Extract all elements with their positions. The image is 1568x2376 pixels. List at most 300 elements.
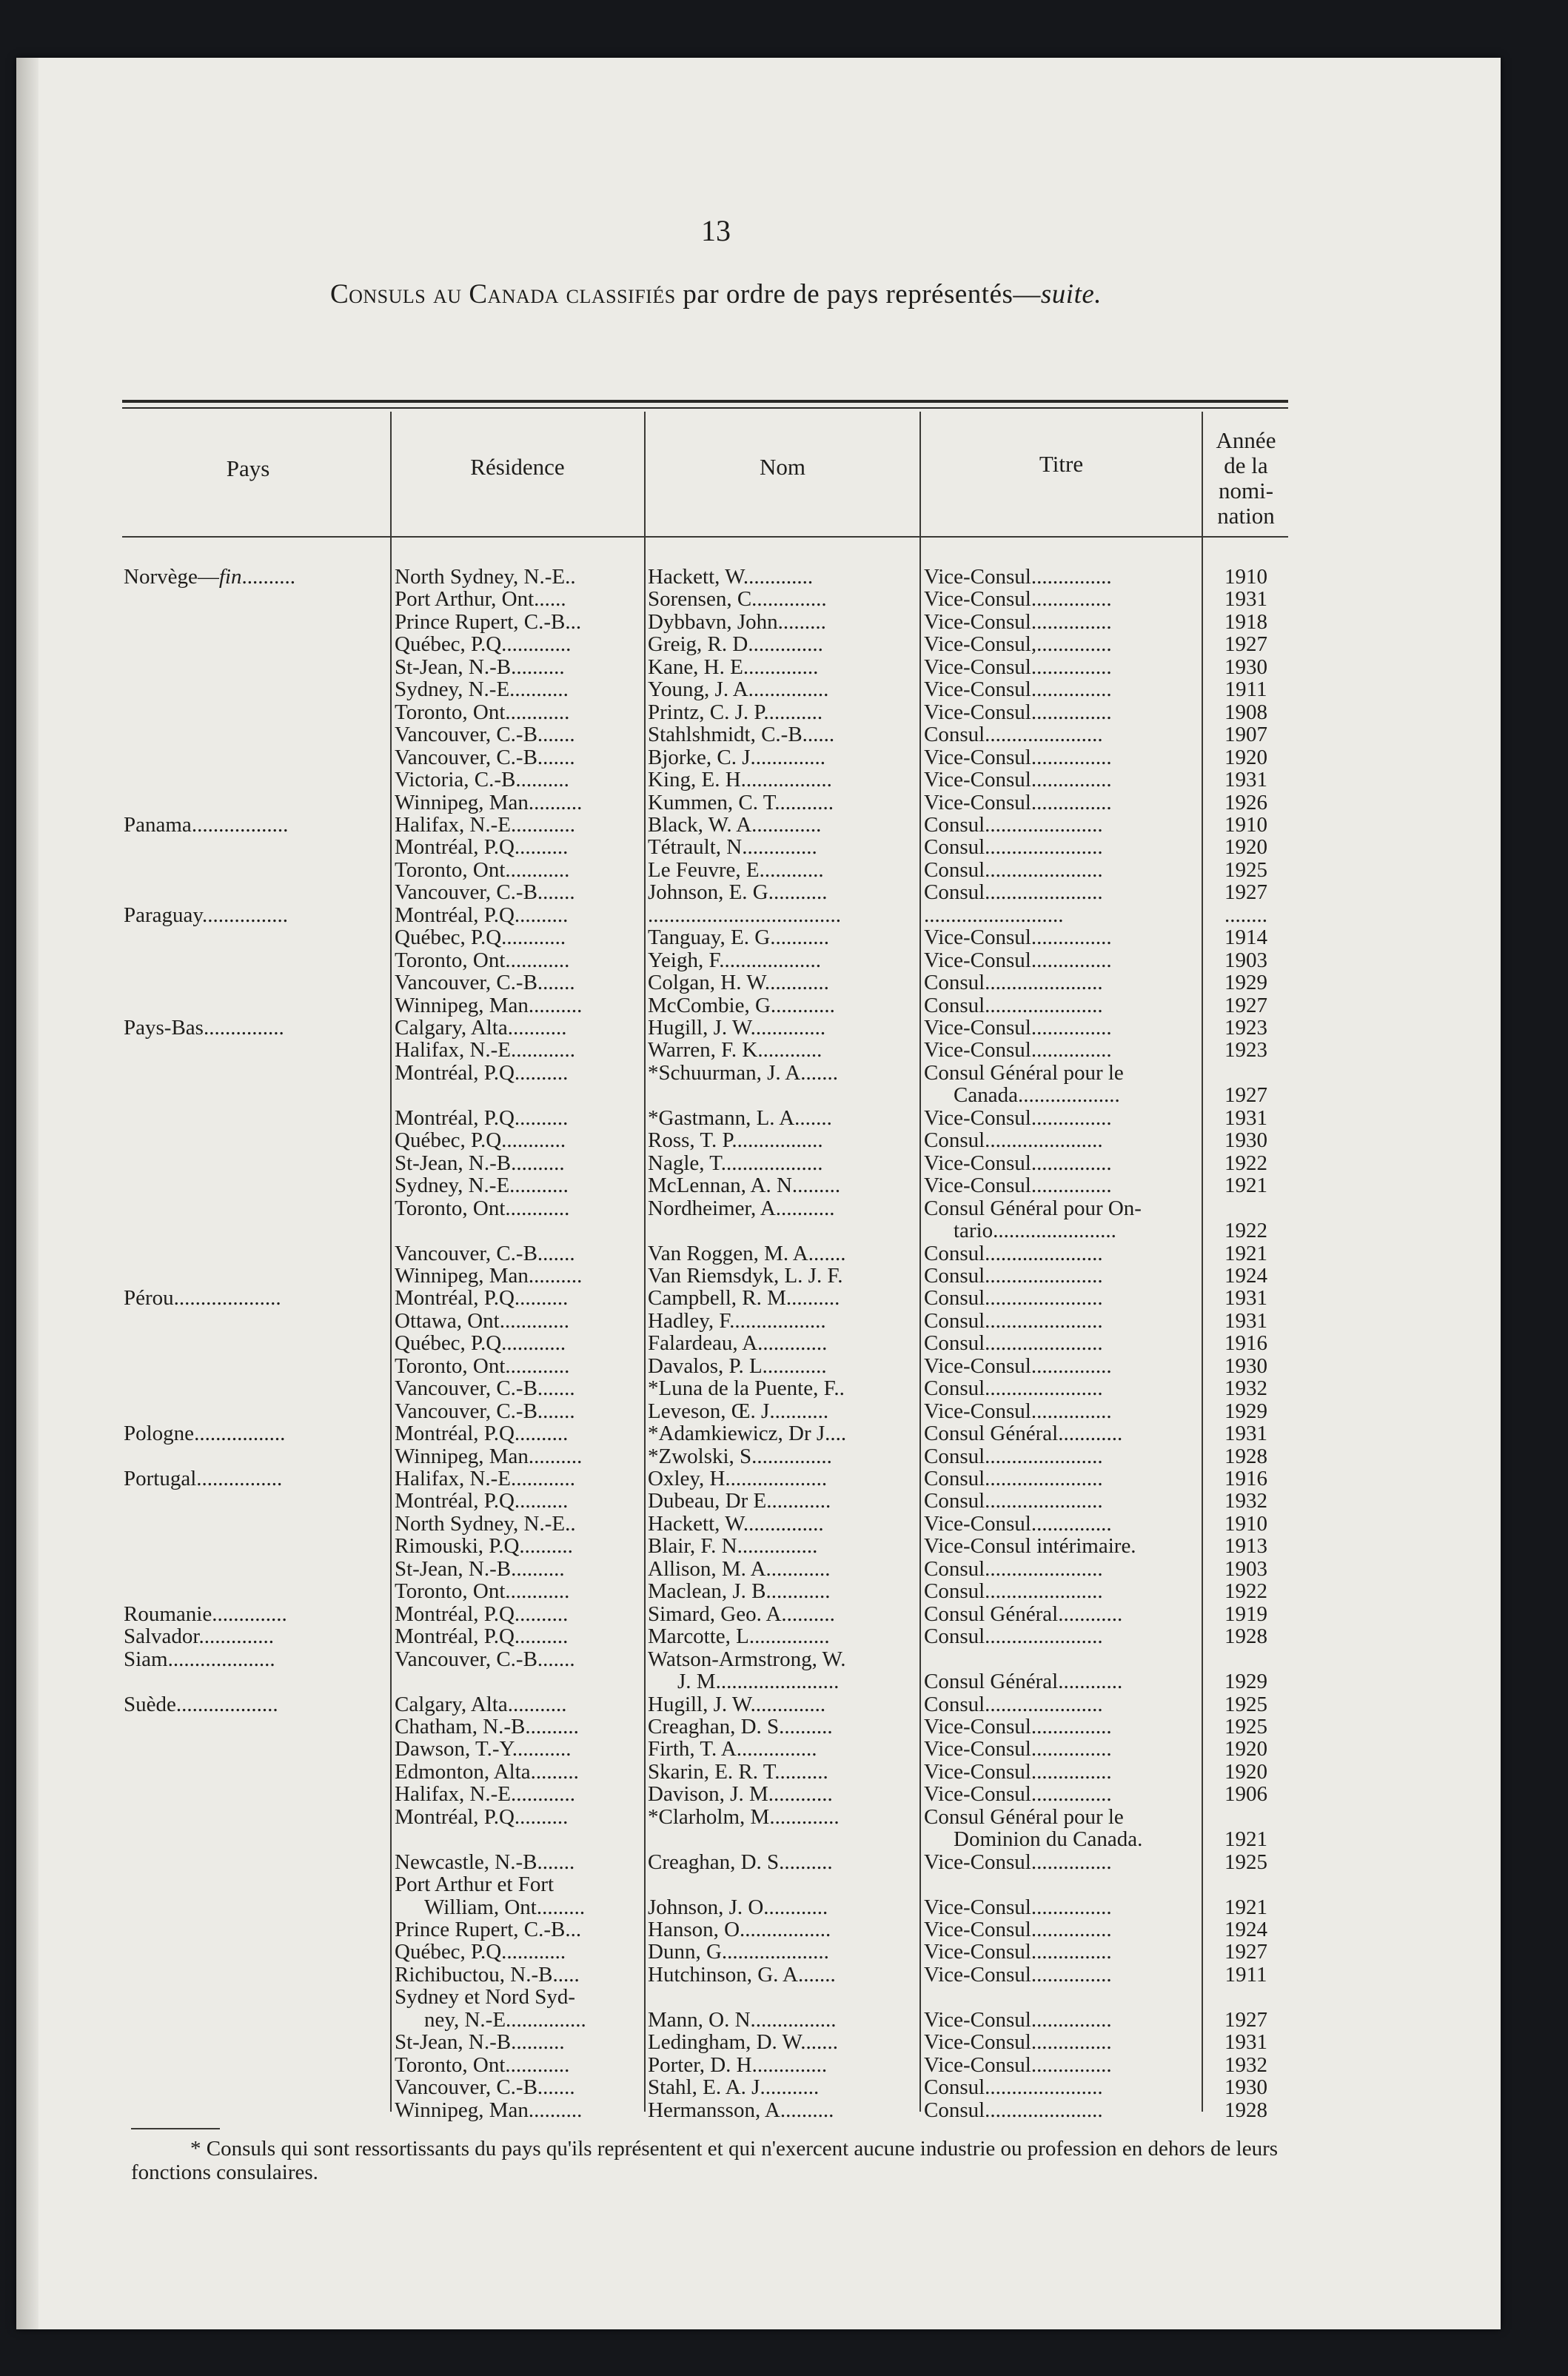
cell-residence: Québec, P.Q............ [395, 1332, 566, 1355]
cell-annee: 1931 [1224, 769, 1267, 792]
page-number: 13 [701, 214, 731, 247]
cell-nom: Young, J. A............... [648, 678, 829, 701]
cell-nom: Creaghan, D. S.......... [648, 1850, 833, 1873]
cell-nom: Hugill, J. W.............. [648, 1693, 826, 1716]
cell-nom: *Zwolski, S............... [648, 1445, 832, 1468]
cell-nom: Marcotte, L............... [648, 1625, 830, 1648]
cell-nom: Bjorke, C. J.............. [648, 746, 826, 769]
cell-titre: Consul...................... [924, 1309, 1103, 1332]
cell-nom: Ledingham, D. W....... [648, 2031, 838, 2054]
cell-titre: tario....................... [954, 1219, 1116, 1242]
cell-residence: Québec, P.Q............ [395, 1941, 566, 1964]
cell-annee: 1921 [1224, 1174, 1267, 1197]
cell-residence: Montréal, P.Q.......... [395, 1490, 569, 1513]
table-row [122, 1986, 1288, 2008]
cell-annee: 1924 [1224, 1264, 1267, 1287]
cell-titre: Consul...................... [924, 836, 1103, 859]
cell-residence: Montréal, P.Q.......... [395, 1422, 569, 1445]
cell-annee: 1920 [1224, 746, 1267, 769]
cell-titre: Vice-Consul............... [924, 1941, 1112, 1964]
cell-nom: Van Riemsdyk, L. J. F. [648, 1264, 843, 1287]
table-row [122, 701, 1288, 723]
table-row [122, 926, 1288, 948]
cell-nom: Porter, D. H.............. [648, 2053, 828, 2076]
cell-annee: 1916 [1224, 1468, 1267, 1490]
table-row [122, 1468, 1288, 1490]
cell-titre: Consul...................... [924, 1129, 1103, 1152]
cell-residence: Winnipeg, Man.......... [395, 1264, 583, 1287]
cell-residence: Richibuctou, N.-B..... [395, 1963, 580, 1986]
table-row [122, 994, 1288, 1017]
cell-titre: Vice-Consul............... [924, 2031, 1112, 2054]
cell-nom: Campbell, R. M.......... [648, 1287, 840, 1310]
cell-residence: Newcastle, N.-B....... [395, 1850, 575, 1873]
cell-residence: Halifax, N.-E............ [395, 813, 576, 836]
cell-residence: St-Jean, N.-B.......... [395, 2031, 565, 2054]
cell-nom: Nagle, T................... [648, 1151, 823, 1174]
cell-nom: *Clarholm, M............. [648, 1805, 840, 1828]
cell-nom: Mann, O. N................ [648, 2008, 837, 2031]
cell-nom: Van Roggen, M. A....... [648, 1242, 846, 1265]
leader-dots: .................... [167, 1647, 275, 1670]
cell-residence: Toronto, Ont............ [395, 948, 570, 971]
cell-nom: Simard, Geo. A.......... [648, 1602, 835, 1625]
cell-annee: 1931 [1224, 1106, 1267, 1129]
cell-nom: Hackett, W............... [648, 1512, 824, 1535]
cell-residence: Port Arthur et Fort [395, 1873, 555, 1896]
cell-titre: Vice-Consul............... [924, 1174, 1112, 1197]
cell-annee: 1907 [1224, 723, 1267, 746]
cell-residence: Montréal, P.Q.......... [395, 1061, 569, 1084]
table-row [122, 1174, 1288, 1197]
cell-titre: Consul...................... [924, 994, 1103, 1017]
cell-annee: 1930 [1224, 2076, 1267, 2099]
cell-nom: McLennan, A. N......... [648, 1174, 841, 1197]
cell-annee: 1919 [1224, 1602, 1267, 1625]
cell-titre: Consul Général............ [924, 1602, 1123, 1625]
cell-annee: 1910 [1224, 566, 1267, 588]
cell-annee: 1921 [1224, 1242, 1267, 1265]
cell-titre: Vice-Consul............... [924, 588, 1112, 611]
country-name: Suède [124, 1693, 176, 1716]
header-rule [646, 536, 919, 538]
cell-nom: Johnson, E. G........... [648, 881, 828, 904]
cell-titre: Vice-Consul............... [924, 655, 1112, 678]
cell-titre: Vice-Consul............... [924, 791, 1112, 814]
cell-annee: 1927 [1224, 2008, 1267, 2031]
cell-nom: Kane, H. E.............. [648, 655, 819, 678]
table-row [122, 1310, 1288, 1332]
table-row [122, 769, 1288, 791]
cell-annee: 1920 [1224, 1760, 1267, 1783]
table-row [122, 678, 1288, 700]
cell-annee: 1925 [1224, 1693, 1267, 1716]
cell-annee: 1924 [1224, 1918, 1267, 1941]
cell-titre: Vice-Consul............... [924, 2008, 1112, 2031]
country-name: Panama [124, 813, 192, 836]
table-row [122, 566, 1288, 588]
table-row [122, 2099, 1288, 2121]
cell-annee: 1920 [1224, 1738, 1267, 1761]
table-row [122, 1693, 1288, 1716]
title-suite: suite. [1040, 279, 1102, 309]
cell-residence: Montréal, P.Q.......... [395, 1287, 569, 1310]
cell-residence: Ottawa, Ont............. [395, 1309, 569, 1332]
page-title [16, 278, 1415, 310]
table-row [122, 1107, 1288, 1129]
table-row [122, 1490, 1288, 1512]
table-row [122, 881, 1288, 903]
cell-titre: Consul...................... [924, 1264, 1103, 1287]
table-row [122, 1806, 1288, 1828]
cell-nom: King, E. H................. [648, 769, 832, 792]
cell-residence: St-Jean, N.-B.......... [395, 1557, 565, 1580]
cell-nom: Yeigh, F................... [648, 948, 822, 971]
cell-nom: Falardeau, A............. [648, 1332, 828, 1355]
cell-titre: Consul...................... [924, 1445, 1103, 1468]
cell-titre: Consul...................... [924, 2098, 1103, 2121]
cell-residence: Québec, P.Q............. [395, 633, 572, 656]
cell-residence: Toronto, Ont............ [395, 1354, 570, 1377]
table-row [122, 1716, 1288, 1738]
cell-annee: 1921 [1224, 1828, 1267, 1851]
cell-residence: Winnipeg, Man.......... [395, 791, 583, 814]
cell-residence: Toronto, Ont............ [395, 1580, 570, 1603]
page-edge [16, 58, 38, 2329]
table-row [122, 1355, 1288, 1377]
footnote-rule [131, 2128, 220, 2129]
cell-residence: Toronto, Ont............ [395, 700, 570, 723]
table-row [122, 1513, 1288, 1535]
table-row [122, 1400, 1288, 1422]
cell-nom: Tanguay, E. G........... [648, 926, 829, 949]
cell-titre: Consul Général pour le [924, 1805, 1124, 1828]
cell-residence: Winnipeg, Man.......... [395, 1445, 583, 1468]
cell-annee: 1918 [1224, 610, 1267, 633]
cell-titre: Consul...................... [924, 1557, 1103, 1580]
top-rule-thick [122, 400, 1288, 403]
cell-residence: ney, N.-E............... [424, 2008, 586, 2031]
table-row [122, 859, 1288, 881]
cell-annee: 1908 [1224, 700, 1267, 723]
cell-titre: Vice-Consul............... [924, 1918, 1112, 1941]
cell-pays [124, 566, 375, 588]
table-row [122, 1265, 1288, 1287]
cell-residence: Sydney, N.-E........... [395, 1174, 569, 1197]
cell-annee: 1928 [1224, 1625, 1267, 1648]
cell-titre: Vice-Consul............... [924, 1151, 1112, 1174]
cell-titre: Vice-Consul............... [924, 1715, 1112, 1738]
leader-dots: .............. [212, 1602, 287, 1625]
cell-titre: Vice-Consul............... [924, 1963, 1112, 1986]
cell-nom: Hermansson, A.......... [648, 2098, 834, 2121]
table-row [122, 1941, 1288, 1963]
table-row [122, 656, 1288, 678]
cell-annee: 1927 [1224, 994, 1267, 1017]
cell-annee: 1925 [1224, 858, 1267, 881]
table-row [122, 1129, 1288, 1151]
top-rule-thin [122, 407, 1288, 409]
cell-nom: *Schuurman, J. A....... [648, 1061, 838, 1084]
cell-residence: Montréal, P.Q.......... [395, 903, 569, 926]
title-rest: par ordre de pays représentés— [675, 279, 1041, 309]
cell-residence: Halifax, N.-E............ [395, 1468, 576, 1490]
table-row [122, 746, 1288, 769]
cell-titre: Consul Général............ [924, 1670, 1123, 1693]
cell-nom: *Adamkiewicz, Dr J.... [648, 1422, 847, 1445]
cell-annee: 1932 [1224, 2053, 1267, 2076]
cell-annee: 1931 [1224, 1422, 1267, 1445]
cell-residence: Rimouski, P.Q.......... [395, 1535, 573, 1558]
country-name: Roumanie [124, 1602, 212, 1625]
table-row [122, 971, 1288, 994]
cell-titre: Vice-Consul,.............. [924, 633, 1112, 656]
cell-pays [124, 1648, 375, 1670]
cell-annee: 1931 [1224, 1309, 1267, 1332]
cell-annee: 1927 [1224, 881, 1267, 904]
cell-titre: Vice-Consul............... [924, 1354, 1112, 1377]
cell-annee: 1925 [1224, 1715, 1267, 1738]
cell-nom: Oxley, H................... [648, 1468, 828, 1490]
cell-annee: 1931 [1224, 1287, 1267, 1310]
cell-pays [124, 904, 375, 926]
table-row [122, 1761, 1288, 1783]
table-row [122, 904, 1288, 926]
country-name: Pérou [124, 1287, 174, 1310]
cell-residence: Vancouver, C.-B....... [395, 881, 575, 904]
cell-residence: Québec, P.Q............ [395, 926, 566, 949]
document-page [16, 58, 1501, 2329]
cell-pays [124, 1422, 375, 1445]
cell-residence: Victoria, C.-B.......... [395, 769, 569, 792]
cell-annee: 1925 [1224, 1850, 1267, 1873]
header-rule [122, 536, 390, 538]
cell-nom: Nordheimer, A........... [648, 1197, 835, 1219]
cell-titre: Vice-Consul............... [924, 746, 1112, 769]
cell-titre: Vice-Consul............... [924, 610, 1112, 633]
cell-nom: Firth, T. A............... [648, 1738, 817, 1761]
cell-titre: Consul...................... [924, 2076, 1103, 2099]
cell-titre: Vice-Consul............... [924, 1399, 1112, 1422]
cell-residence: North Sydney, N.-E.. [395, 1512, 576, 1535]
cell-nom: Black, W. A............. [648, 813, 822, 836]
title-smallcaps: Consuls au Canada classifiés [329, 279, 676, 309]
table-row [122, 1377, 1288, 1399]
table-row [122, 1670, 1288, 1693]
leader-dots: .......... [241, 566, 295, 588]
cell-residence: Port Arthur, Ont...... [395, 588, 566, 611]
table-row [122, 1197, 1288, 1219]
cell-nom: Hugill, J. W.............. [648, 1017, 826, 1039]
cell-nom: Greig, R. D.............. [648, 633, 823, 656]
cell-titre: Consul...................... [924, 1693, 1103, 1716]
cell-residence: Montréal, P.Q.......... [395, 836, 569, 859]
table-row [122, 1287, 1288, 1309]
country-name: Salvador [124, 1625, 199, 1648]
cell-annee: 1927 [1224, 1084, 1267, 1107]
cell-annee: 1928 [1224, 2098, 1267, 2121]
cell-pays [124, 1468, 375, 1490]
cell-titre: Consul...................... [924, 1287, 1103, 1310]
cell-titre: Consul...................... [924, 1332, 1103, 1355]
cell-annee: 1931 [1224, 588, 1267, 611]
leader-dots: ................. [194, 1422, 286, 1445]
cell-titre: Vice-Consul............... [924, 566, 1112, 588]
cell-residence: Dawson, T.-Y........... [395, 1738, 572, 1761]
cell-titre: Canada................... [954, 1084, 1120, 1107]
leader-dots: ................... [175, 1693, 278, 1716]
table-row [122, 1964, 1288, 1986]
country-name: Pologne [124, 1422, 195, 1445]
cell-residence: St-Jean, N.-B.......... [395, 1151, 565, 1174]
cell-nom: Blair, F. N............... [648, 1535, 818, 1558]
consuls-table [122, 412, 1288, 2121]
cell-residence: William, Ont......... [424, 1895, 586, 1918]
header-pays: Pays [226, 455, 270, 481]
cell-annee: 1922 [1224, 1219, 1267, 1242]
cell-residence: Chatham, N.-B.......... [395, 1715, 579, 1738]
table-row [122, 1445, 1288, 1468]
cell-titre: Consul...................... [924, 1242, 1103, 1265]
cell-nom: Allison, M. A............ [648, 1557, 831, 1580]
table-row [122, 1738, 1288, 1760]
cell-residence: Montréal, P.Q.......... [395, 1625, 569, 1648]
cell-titre: Vice-Consul............... [924, 1783, 1112, 1806]
cell-titre: Consul...................... [924, 813, 1103, 836]
cell-nom: Dubeau, Dr E............ [648, 1490, 831, 1513]
cell-residence: Vancouver, C.-B....... [395, 2076, 575, 2099]
cell-nom: Hutchinson, G. A....... [648, 1963, 836, 1986]
cell-annee: 1903 [1224, 1557, 1267, 1580]
cell-residence: Calgary, Alta........... [395, 1693, 567, 1716]
cell-nom: Colgan, H. W............ [648, 971, 829, 994]
cell-annee: 1910 [1224, 1512, 1267, 1535]
cell-titre: Consul...................... [924, 1580, 1103, 1603]
cell-titre: Consul...................... [924, 1625, 1103, 1648]
country-name: Pays-Bas [124, 1017, 204, 1039]
cell-titre: Consul Général pour le [924, 1061, 1124, 1084]
table-row [122, 1873, 1288, 1895]
table-row [122, 949, 1288, 971]
table-row [122, 1625, 1288, 1647]
cell-residence: St-Jean, N.-B.......... [395, 655, 565, 678]
cell-nom: Maclean, J. B............ [648, 1580, 831, 1603]
cell-annee: 1921 [1224, 1895, 1267, 1918]
cell-nom: Creaghan, D. S.......... [648, 1715, 833, 1738]
cell-nom: Printz, C. J. P........... [648, 700, 823, 723]
cell-titre: Consul...................... [924, 1377, 1103, 1400]
cell-titre: Vice-Consul............... [924, 1850, 1112, 1873]
table-row [122, 1918, 1288, 1941]
cell-annee: 1930 [1224, 1129, 1267, 1152]
cell-residence: Halifax, N.-E............ [395, 1783, 576, 1806]
cell-residence: Toronto, Ont............ [395, 1197, 570, 1219]
cell-annee: 1920 [1224, 836, 1267, 859]
cell-pays [124, 1625, 375, 1647]
cell-residence: Montréal, P.Q.......... [395, 1602, 569, 1625]
leader-dots: .............. [198, 1625, 274, 1648]
table-row [122, 1558, 1288, 1580]
cell-nom: Stahl, E. A. J........... [648, 2076, 820, 2099]
cell-titre: Consul...................... [924, 723, 1103, 746]
header-titre: Titre [1039, 451, 1084, 477]
cell-residence: Prince Rupert, C.-B... [395, 1918, 582, 1941]
cell-annee: 1932 [1224, 1490, 1267, 1513]
cell-nom: McCombie, G............ [648, 994, 835, 1017]
cell-residence: Vancouver, C.-B....... [395, 1399, 575, 1422]
cell-titre: Vice-Consul............... [924, 1512, 1112, 1535]
cell-residence: Vancouver, C.-B....... [395, 971, 575, 994]
header-nom: Nom [760, 454, 805, 480]
cell-nom: Hackett, W............. [648, 566, 814, 588]
cell-nom: Warren, F. K............ [648, 1039, 822, 1062]
cell-titre: Vice-Consul............... [924, 2053, 1112, 2076]
country-name: Norvège— [124, 566, 219, 588]
cell-annee: 1928 [1224, 1445, 1267, 1468]
table-row [122, 2076, 1288, 2098]
cell-annee: 1930 [1224, 655, 1267, 678]
cell-titre: Consul...................... [924, 881, 1103, 904]
header-rule [1203, 536, 1288, 538]
cell-residence: Winnipeg, Man.......... [395, 2098, 583, 2121]
cell-residence: Montréal, P.Q.......... [395, 1106, 569, 1129]
table-row [122, 1896, 1288, 1918]
table-row [122, 2054, 1288, 2076]
cell-residence: Halifax, N.-E............ [395, 1039, 576, 1062]
cell-annee: 1932 [1224, 1377, 1267, 1400]
cell-nom: Davison, J. M............ [648, 1783, 833, 1806]
cell-annee: 1929 [1224, 971, 1267, 994]
table-row [122, 588, 1288, 610]
table-row [122, 1242, 1288, 1265]
cell-annee: 1929 [1224, 1670, 1267, 1693]
cell-annee: 1922 [1224, 1580, 1267, 1603]
cell-pays [124, 1693, 375, 1716]
cell-titre: .......................... [924, 903, 1064, 926]
cell-titre: Consul...................... [924, 858, 1103, 881]
table-row [122, 1039, 1288, 1061]
table-row [122, 1580, 1288, 1602]
cell-nom: Watson-Armstrong, W. [648, 1647, 846, 1670]
cell-annee: 1914 [1224, 926, 1267, 949]
table-row [122, 611, 1288, 633]
cell-residence: Edmonton, Alta......... [395, 1760, 579, 1783]
table-row [122, 1017, 1288, 1039]
cell-residence: Québec, P.Q............ [395, 1129, 566, 1152]
cell-nom: J. M....................... [677, 1670, 840, 1693]
cell-nom: Stahlshmidt, C.-B...... [648, 723, 835, 746]
cell-titre: Vice-Consul............... [924, 1760, 1112, 1783]
cell-residence: North Sydney, N.-E.. [395, 566, 576, 588]
cell-titre: Vice-Consul............... [924, 1106, 1112, 1129]
leader-dots: ............... [203, 1017, 284, 1039]
table-row [122, 1648, 1288, 1670]
cell-nom: Dunn, G.................... [648, 1941, 829, 1964]
cell-residence: Vancouver, C.-B....... [395, 746, 575, 769]
leader-dots: ................ [202, 903, 289, 926]
cell-annee: 1931 [1224, 2031, 1267, 2054]
cell-residence: Prince Rupert, C.-B... [395, 610, 582, 633]
cell-pays [124, 1603, 375, 1625]
cell-titre: Vice-Consul............... [924, 926, 1112, 949]
cell-titre: Dominion du Canada. [954, 1828, 1143, 1851]
cell-titre: Vice-Consul............... [924, 1738, 1112, 1761]
cell-titre: Vice-Consul............... [924, 1017, 1112, 1039]
header-residence: Résidence [470, 454, 565, 480]
cell-titre: Consul Général............ [924, 1422, 1123, 1445]
cell-residence: Calgary, Alta........... [395, 1017, 567, 1039]
cell-residence: Sydney, N.-E........... [395, 678, 569, 701]
